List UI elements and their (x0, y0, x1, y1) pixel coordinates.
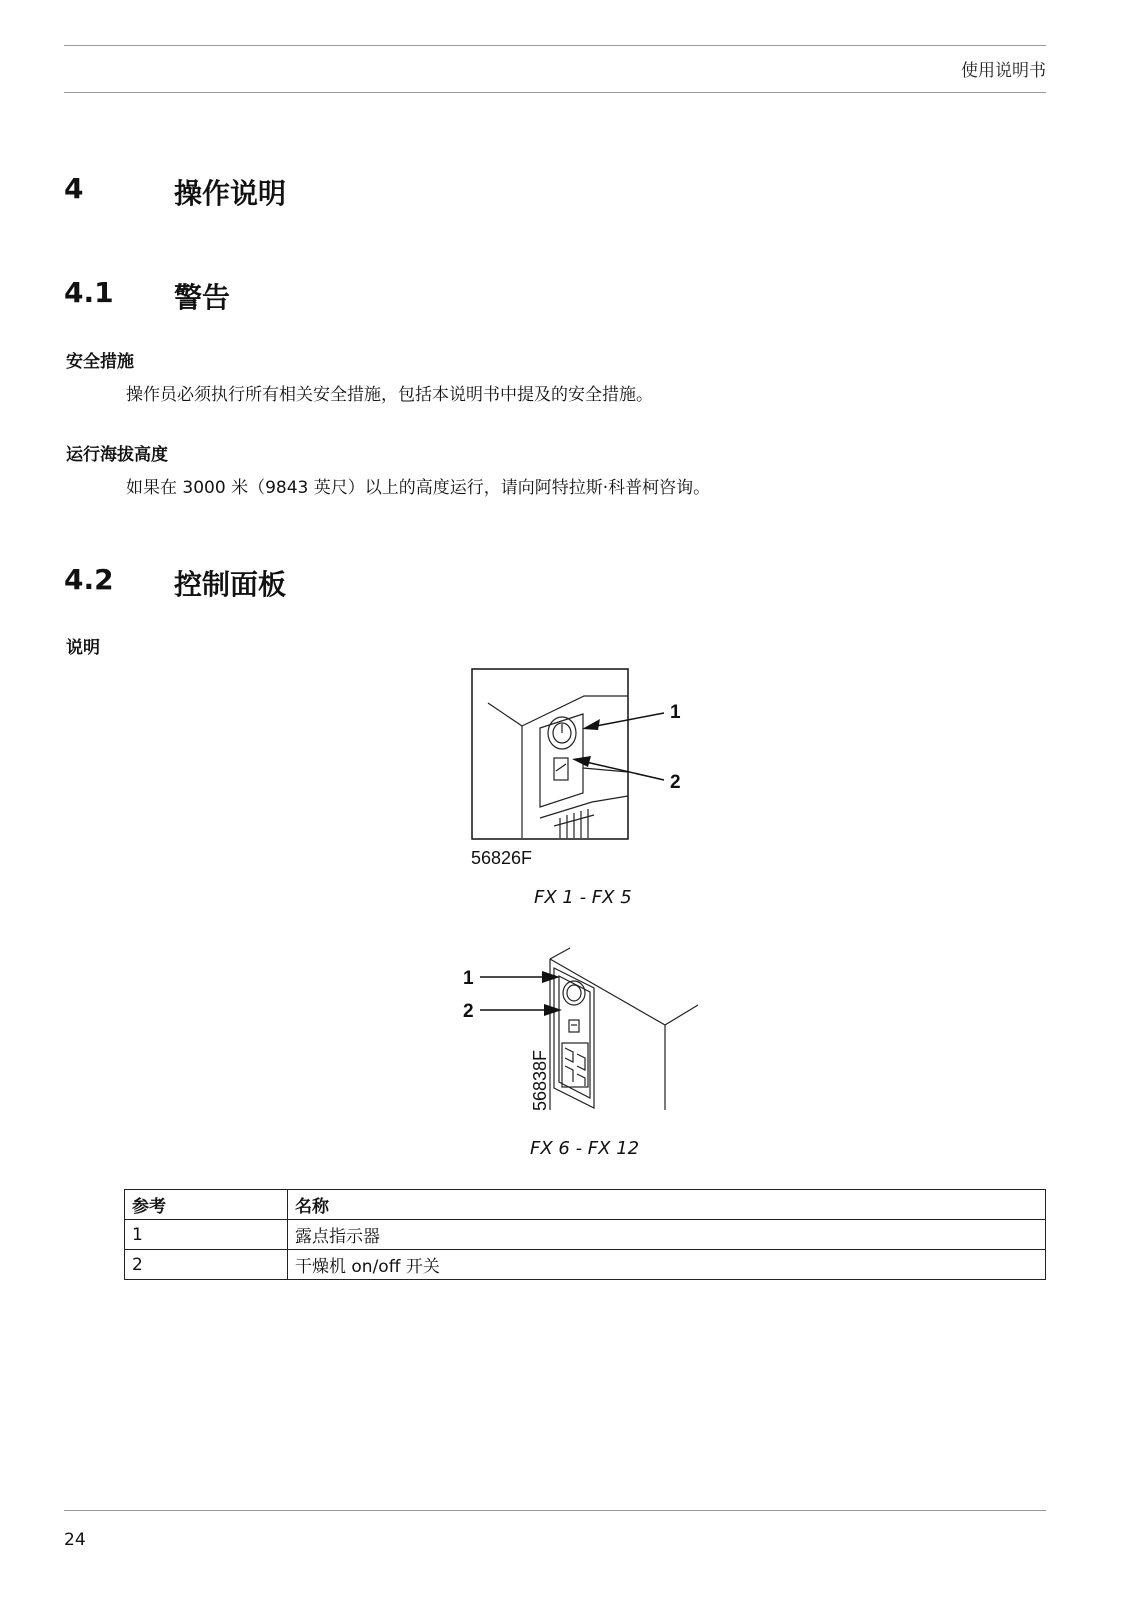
section-number: 4.1 (64, 276, 114, 309)
figure-code: 56826F (471, 848, 533, 868)
table-header-row (125, 1190, 1046, 1220)
figure-code: 56838F (530, 1049, 550, 1111)
callout-number-2: 2 (463, 1001, 474, 1022)
control-panel-figure-fx1-fx5 (470, 668, 710, 878)
section-title: 警告 (174, 281, 231, 314)
callout-number-2: 2 (670, 772, 681, 793)
callout-number-1: 1 (463, 968, 474, 989)
column-header-reference: 参考 (125, 1190, 288, 1220)
altitude-heading: 运行海拔高度 (66, 445, 168, 465)
description-heading: 说明 (66, 638, 100, 658)
table-row (125, 1250, 1046, 1280)
column-header-name: 名称 (288, 1190, 1046, 1220)
table-cell-name: 干燥机 on/off 开关 (288, 1250, 1046, 1280)
callout-arrowhead-1 (542, 971, 560, 983)
header-top-rule (64, 45, 1046, 46)
section-number: 4 (64, 172, 84, 205)
figure-caption-fx1-fx5: FX 1 - FX 5 (534, 887, 632, 908)
callout-number-1: 1 (670, 702, 681, 723)
figure-caption-fx6-fx12: FX 6 - FX 12 (530, 1138, 640, 1159)
table-cell-reference: 1 (125, 1220, 288, 1250)
table-cell-name: 露点指示器 (288, 1220, 1046, 1250)
altitude-text: 如果在 3000 米（9843 英尺）以上的高度运行，请向阿特拉斯·科普柯咨询。 (126, 478, 711, 498)
legend-table (124, 1189, 1046, 1280)
page-number: 24 (64, 1530, 86, 1550)
header-title: 使用说明书 (961, 61, 1046, 81)
section-number: 4.2 (64, 563, 114, 596)
section-title: 操作说明 (174, 177, 287, 210)
control-panel-figure-fx6-fx12 (450, 930, 710, 1120)
section-title: 控制面板 (174, 568, 287, 601)
footer-rule (64, 1510, 1046, 1511)
table-cell-reference: 2 (125, 1250, 288, 1280)
safety-heading: 安全措施 (66, 352, 134, 372)
table-row (125, 1220, 1046, 1250)
header-bottom-rule (64, 92, 1046, 93)
safety-text: 操作员必须执行所有相关安全措施，包括本说明书中提及的安全措施。 (126, 385, 653, 405)
